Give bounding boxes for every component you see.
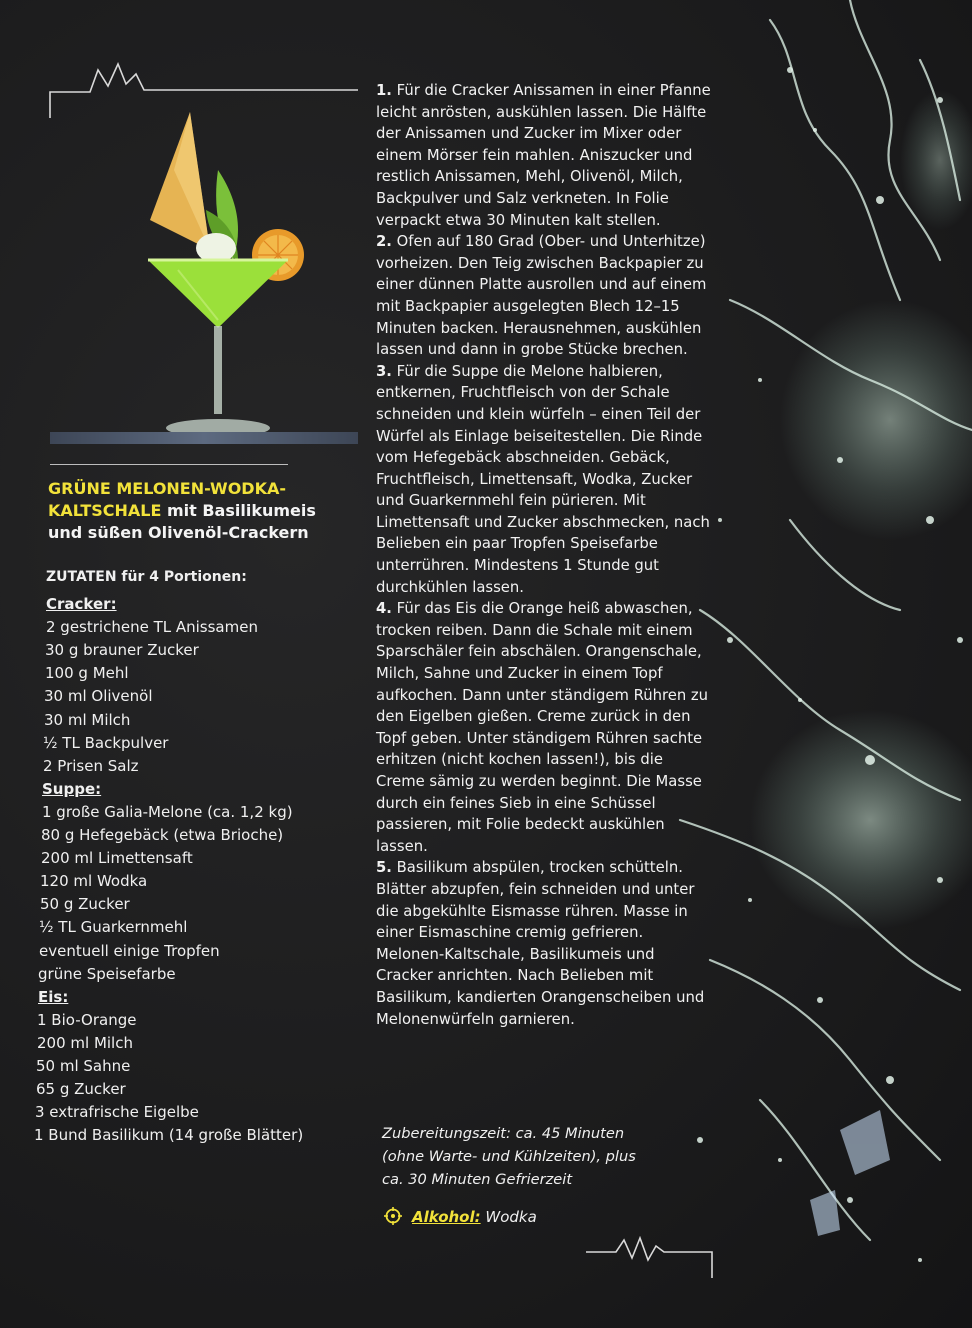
ingredient-item: ½ TL Backpulver — [43, 733, 169, 752]
alcohol-label: Alkohol: — [412, 1208, 481, 1226]
time-line2: (ohne Warte- und Kühlzeiten), plus — [382, 1148, 636, 1165]
ingredient-item: 65 g Zucker — [36, 1080, 126, 1099]
title-highlight-line2: KALTSCHALE — [48, 501, 162, 520]
ingredient-item: 30 ml Milch — [44, 710, 131, 729]
title-line3: und süßen Olivenöl-Crackern — [48, 523, 309, 542]
step-number: 5. — [376, 859, 392, 877]
ingredient-item: eventuell einige Tropfen — [39, 941, 220, 960]
preparation-time — [382, 1122, 682, 1191]
step-text: Für die Cracker Anissamen in einer Pfanne leicht anrösten, auskühlen lassen. Die Hälfte der Anissamen und Zucker im Mixer oder einem Mörser fein mahlen. Aniszucker und restlich Anissamen, Mehl, Olivenöl, Milch, Backpulver und Salz verkneten. In Folie verpackt etwa 30 Minuten kalt stellen. — [376, 82, 711, 229]
step-4 — [376, 598, 712, 857]
step-text: Für das Eis die Orange heiß abwaschen, trocken reiben. Dann die Schale mit einem Sparschäler fein abschälen. Orangenschale, Milch, Sahne und Zucker in einem Topf aufkochen. Dann unter ständigem Rühren zu den Eigelben gießen. Creme zurück in den Topf geben. Unter ständigem Rühren sachte erhitzen (nicht kochen lassen!), bis die Creme sämig zu werden beginnt. Die Masse durch ein feines Sieb in eine Schüssel passieren, mit Folie bedeckt auskühlen lassen. — [376, 600, 709, 855]
ingredient-item: 200 ml Milch — [37, 1033, 133, 1052]
alcohol-info — [384, 1207, 537, 1226]
ingredient-item: ½ TL Guarkernmehl — [39, 918, 188, 937]
step-text: Für die Suppe die Melone halbieren, entkernen, Fruchtfleisch von der Schale schneiden und klein würfeln – einen Teil der Würfel als Einlage beiseitestellen. Die Rinde vom Hefegebäck abschneiden. Gebäck, Fruchtfleisch, Limettensaft, Wodka, Zucker und Guarkernmehl fein pürieren. Mit Limettensaft und Zucker abschmecken, nach Belieben ein paar Tropfen Speisefarbe unterrühren. Mindestens 1 Stunde gut durchkühlen lassen. — [376, 362, 710, 596]
ingredient-item: 120 ml Wodka — [40, 872, 148, 891]
title-rest-line2: mit Basilikumeis — [161, 501, 316, 520]
ingredient-item: 2 Prisen Salz — [43, 756, 139, 775]
step-5 — [376, 857, 712, 1030]
ingredient-item: 2 gestrichene TL Anissamen — [46, 618, 258, 637]
ingredient-item: 50 ml Sahne — [36, 1056, 131, 1075]
ingredient-item: grüne Speisefarbe — [38, 964, 176, 983]
step-1 — [376, 80, 712, 231]
step-text: Basilikum abspülen, trocken schütteln. Blätter abzupfen, fein schneiden und unter die abgekühlte Eismasse rühren. Masse in einer Eismaschine cremig gefrieren. Melonen-Kaltschale, Basilikumeis und Cracker anrichten. Nach Belieben mit Basilikum, kandierten Orangenscheiben und Melonenwürfeln garnieren. — [376, 859, 705, 1028]
title-highlight-line1: GRÜNE MELONEN-WODKA- — [48, 479, 286, 498]
time-line1: Zubereitungszeit: ca. 45 Minuten — [382, 1125, 625, 1142]
ingredient-item: 80 g Hefegebäck (etwa Brioche) — [41, 826, 284, 845]
ingredient-item: 3 extrafrische Eigelbe — [35, 1103, 199, 1122]
step-number: 2. — [376, 233, 392, 251]
cocktail-glass-image — [118, 110, 318, 450]
ingredient-item: 1 Bund Basilikum (14 große Blätter) — [34, 1126, 304, 1145]
section-heading-suppe: Suppe: — [42, 779, 102, 798]
ingredient-item: 1 Bio-Orange — [37, 1010, 137, 1029]
time-line3: ca. 30 Minuten Gefrierzeit — [382, 1171, 573, 1188]
title-divider — [50, 464, 288, 465]
ingredient-item: 1 große Galia-Melone (ca. 1,2 kg) — [42, 802, 293, 821]
alcohol-value: Wodka — [480, 1208, 537, 1226]
ingredient-item: 50 g Zucker — [40, 895, 130, 914]
step-number: 1. — [376, 82, 392, 99]
step-3 — [376, 361, 712, 599]
ingredients-list — [36, 566, 356, 1147]
decorative-frame-bottom — [586, 1236, 716, 1280]
preparation-steps — [376, 80, 712, 1030]
target-icon — [384, 1207, 402, 1225]
ingredient-item: 30 ml Olivenöl — [44, 687, 153, 706]
recipe-title — [48, 478, 348, 544]
section-heading-eis: Eis: — [38, 987, 69, 1006]
step-number: 4. — [376, 600, 392, 618]
ingredients-header: ZUTATEN für 4 Portionen: — [46, 569, 247, 585]
section-heading-cracker: Cracker: — [46, 595, 117, 614]
table-surface — [50, 432, 358, 444]
ingredient-item: 30 g brauner Zucker — [45, 641, 199, 660]
step-2 — [376, 231, 712, 361]
ingredient-item: 200 ml Limettensaft — [41, 849, 193, 868]
step-text: Ofen auf 180 Grad (Ober- und Unterhitze) vorheizen. Den Teig zwischen Backpapier zu einer dünnen Platte ausrollen und auf einem mit Backpapier ausgelegten Blech 12–15 Minuten backen. Herausnehmen, auskühlen lassen und dann in grobe Stücke brechen. — [376, 233, 707, 359]
step-number: 3. — [376, 362, 392, 380]
ingredient-item: 100 g Mehl — [45, 664, 129, 683]
